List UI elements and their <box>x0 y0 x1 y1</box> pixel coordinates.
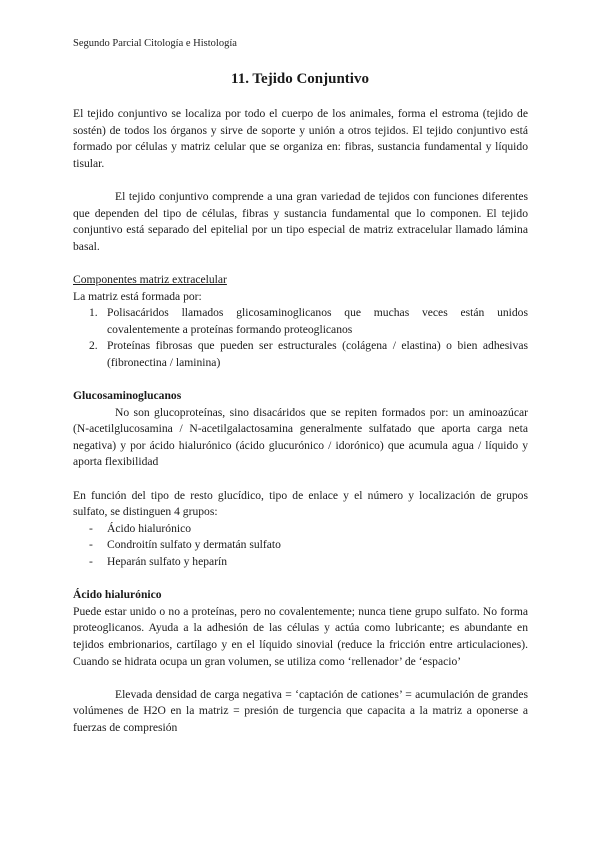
intro-paragraph-1: El tejido conjuntivo se localiza por todo el cuerpo de los animales, forma el estroma (tejido de sostén) de todos los órganos y sirve de soporte y unión a otros tejidos. El tejido conjuntivo está formado por células y matriz celular que se organiza en: fibras, sustancia fundamental y líquido tisular. <box>73 107 528 170</box>
list-marker: - <box>89 538 93 552</box>
list-item-text: Ácido hialurónico <box>107 521 192 535</box>
list-item <box>73 338 528 371</box>
section-heading-gag: Glucosaminoglucanos <box>73 389 182 403</box>
list-marker: - <box>89 521 93 535</box>
spacer <box>73 172 528 189</box>
spacer <box>73 372 528 389</box>
page-header: Segundo Parcial Citología e Histología <box>73 38 237 49</box>
list-marker: 1. <box>89 306 98 320</box>
gag-paragraph-1: No son glucoproteínas, sino disacáridos que se repiten formados por: un aminoazúcar (N-acetilglucosamina / N-acetilgalactosamina generalmente sulfatado que aporta carga neta negativa) y por ácido hialurónico (ácido glucurónico / idorónico) que acumula agua / líquido y aporta flexibilidad <box>73 405 528 469</box>
spacer <box>73 571 528 588</box>
spacer <box>73 255 528 272</box>
list-item-text: Polisacáridos llamados glicosaminoglicanos que muchas veces están unidos covalentemente a proteínas formando proteoglicanos <box>107 306 528 336</box>
section-heading-hyaluronic: Ácido hialurónico <box>73 588 162 602</box>
list-item-text: Heparán sulfato y heparín <box>107 555 228 569</box>
hyaluronic-paragraph-2: Elevada densidad de carga negativa = ‘captación de cationes’ = acumulación de grandes volúmenes de H2O en la matriz = presión de turgencia que capacita a la matriz a oponerse a fuerzas de compresión <box>73 687 528 734</box>
list-item-text: Condroitín sulfato y dermatán sulfato <box>107 538 281 552</box>
matrix-lead: La matriz está formada por: <box>73 289 202 303</box>
gag-paragraph-2: En función del tipo de resto glucídico, tipo de enlace y el número y localización de grupos sulfato, se distinguen 4 grupos: <box>73 488 528 519</box>
section-heading-matrix: Componentes matriz extracelular <box>73 272 227 286</box>
list-marker: - <box>89 555 93 569</box>
spacer <box>73 471 528 488</box>
list-item <box>73 537 528 554</box>
intro-paragraph-2: El tejido conjuntivo comprende a una gran variedad de tejidos con funciones diferentes que dependen del tipo de células, fibras y sustancia fundamental que lo componen. El tejido conjuntivo está separado del epitelial por un tipo especial de matriz extracelular llamado lámina basal. <box>73 189 528 253</box>
list-item <box>73 554 528 571</box>
gag-groups-list <box>73 521 528 571</box>
matrix-list <box>73 305 528 371</box>
list-item-text: Proteínas fibrosas que pueden ser estructurales (colágena / elastina) o bien adhesivas (fibronectina / laminina) <box>107 339 528 369</box>
document-body <box>73 106 528 737</box>
spacer <box>73 670 528 687</box>
page-title: 11. Tejido Conjuntivo <box>231 71 369 87</box>
hyaluronic-paragraph-1: Puede estar unido o no a proteínas, pero no covalentemente; nunca tiene grupo sulfato. No forma proteoglicanos. Ayuda a la adhesión de las células y actúa como lubricante; es abundante en tejidos embrionarios, cartílago y en el líquido sinovial (reduce la fricción entre articulaciones). Cuando se hidrata ocupa un gran volumen, se utiliza como ‘rellenador’ de ‘espacio’ <box>73 604 528 668</box>
list-item <box>73 305 528 338</box>
list-marker: 2. <box>89 339 98 353</box>
list-item <box>73 521 528 538</box>
